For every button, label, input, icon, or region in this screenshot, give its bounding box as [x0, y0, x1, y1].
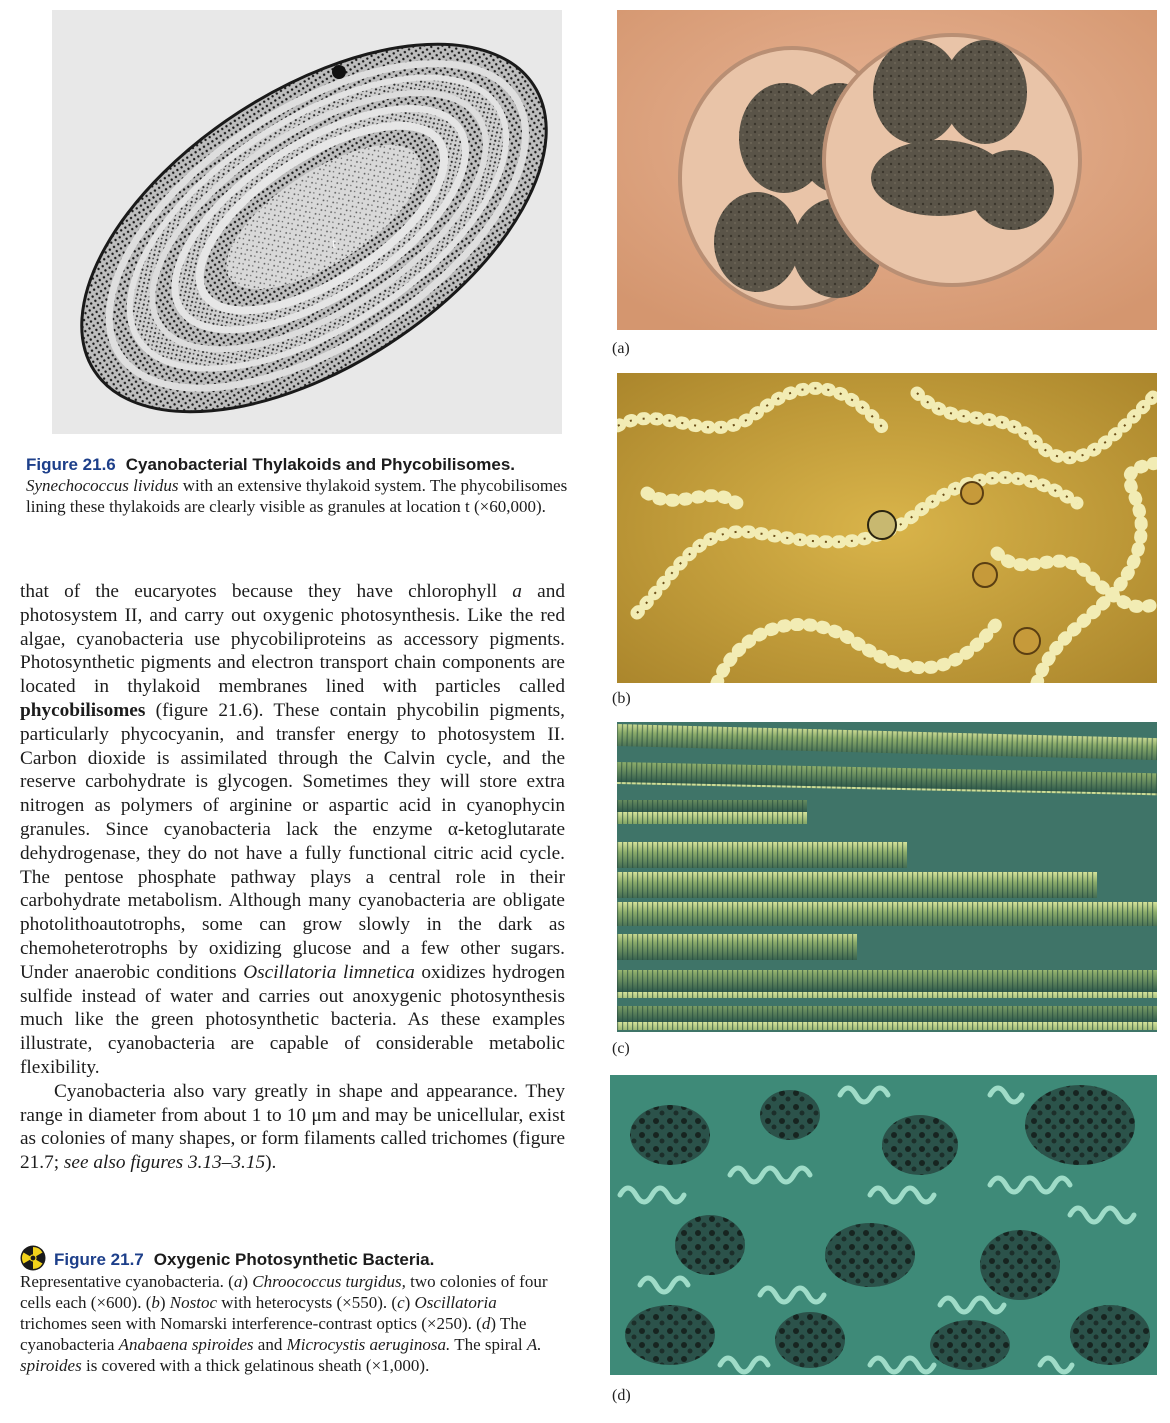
text-run: The spiral: [450, 1335, 527, 1354]
figure-title: Oxygenic Photosynthetic Bacteria.: [153, 1250, 435, 1269]
italic-text: Microcystis aeruginosa.: [286, 1335, 451, 1354]
text-run: Representative cyanobacteria. (: [20, 1272, 234, 1291]
italic-text: d: [481, 1314, 491, 1333]
micrograph-label-t: t: [332, 236, 337, 252]
panel-label-c: (c): [612, 1040, 630, 1057]
text-run: ): [242, 1272, 253, 1291]
italic-text: Chroococcus turgidus,: [252, 1272, 406, 1291]
text-run: (figure 21.6). These contain phycobilin pigments, particularly phycocyanin, and transfer energy to photosystem II. Carbon dioxide is assimilated through the Calvin cycle, and the reserve carbohydrate is glycogen. Sometimes they will store extra nitrogen as polymers of arginine or aspartic acid in cyanophycin granules. Since cyanobacteria lack the enzyme α-ketoglutarate dehydrogenase, they do not have a fully functional citric acid cycle. The pentose phosphate pathway plays a central role in their carbohydrate metabolism. Although many cyanobacteria are obligate photolithoautotrophs, some can grow slowly in the dark as chemoheterotrophs by oxidizing glucose and a few other sugars. Under anaerobic conditions: [20, 699, 565, 983]
bold-term: phycobilisomes: [20, 699, 146, 721]
radiation-icon: [20, 1245, 46, 1271]
panel-label-b: (b): [612, 690, 631, 707]
text-run: ): [404, 1293, 415, 1312]
text-run: that of the eucaryotes because they have chlorophyll: [20, 581, 513, 602]
italic-text: a: [512, 581, 522, 602]
text-run: two colonies of four cells each (×600). (: [20, 1272, 548, 1312]
paragraph-2: [20, 1080, 565, 1175]
italic-text: Oscillatoria limnetica: [243, 961, 415, 983]
panel-label-a: (a): [612, 340, 630, 357]
species-name: Synechococcus lividus: [26, 476, 179, 495]
text-run: ): [159, 1293, 170, 1312]
italic-text: see also figures 3.13–3.15: [63, 1152, 266, 1174]
italic-text: a: [233, 1272, 243, 1291]
figure-21-7-caption: [20, 1245, 565, 1376]
body-text: [20, 580, 565, 1175]
italic-text: Nostoc: [169, 1293, 218, 1312]
text-run: and: [253, 1335, 287, 1354]
caption-text: [20, 1272, 548, 1375]
micrograph-anabaena-microcystis: [610, 1075, 1157, 1375]
italic-text: A. spiroides: [20, 1335, 542, 1375]
figure-21-6-caption: [26, 454, 571, 517]
text-run: trichomes seen with Nomarski interference-contrast optics (×250). (: [20, 1314, 482, 1333]
text-run: ).: [265, 1152, 277, 1174]
micrograph-chroococcus: [617, 10, 1157, 330]
micrograph-nostoc: [617, 373, 1157, 683]
panel-label-d: (d): [612, 1387, 631, 1404]
figure-number: Figure 21.7: [54, 1250, 144, 1269]
italic-text: Oscillatoria: [414, 1293, 497, 1312]
electron-micrograph-synechococcus: [52, 10, 562, 434]
paragraph-1: [20, 580, 565, 1080]
text-run: and photosystem II, and carry out oxygenic photosynthesis. Like the red algae, cyanobacteria use phycobiliproteins as accessory pigments. Photosynthetic pigments and electron transport chain components are located in thylakoid membranes lined with particles called: [20, 581, 565, 698]
text-run: oxidizes hydrogen sulfide instead of water and carries out anoxygenic photosynthesis much like the green photosynthetic bacteria. As these examples illustrate, cyanobacteria are capable of considerable metabolic flexibility.: [20, 961, 565, 1078]
figure-title: Cyanobacterial Thylakoids and Phycobilisomes.: [125, 455, 515, 474]
micrograph-oscillatoria: [617, 722, 1157, 1032]
text-run: with heterocysts (×550). (: [217, 1293, 398, 1312]
text-run: is covered with a thick gelatinous sheath (×1,000).: [81, 1356, 430, 1375]
italic-text: Anabaena spiroides: [118, 1335, 254, 1354]
caption-text: with an extensive thylakoid system. The phycobilisomes lining these thylakoids are clearly visible as granules at location t (×60,000).: [26, 476, 568, 516]
text-run: Cyanobacteria also vary greatly in shape and appearance. They range in diameter from about 1 to 10 μm and may be unicellular, exist as colonies of many shapes, or form filaments called trichomes (figure 21.7;: [20, 1080, 565, 1174]
figure-number: Figure 21.6: [26, 455, 116, 474]
italic-text: c: [397, 1293, 405, 1312]
italic-text: b: [151, 1293, 160, 1312]
text-run: ) The cyanobacteria: [20, 1314, 527, 1354]
